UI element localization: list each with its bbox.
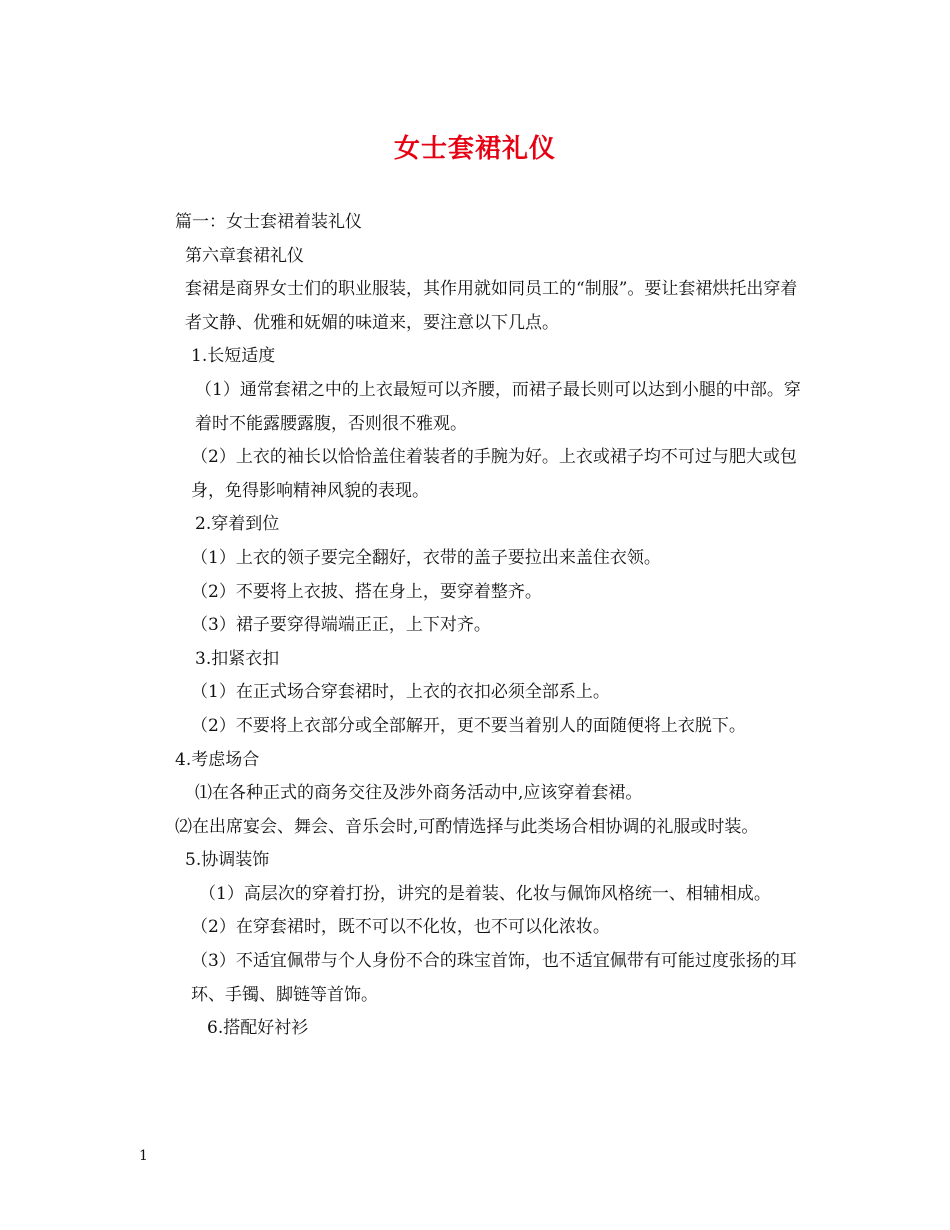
document-title: 女士套裙礼仪 bbox=[393, 134, 556, 164]
item-heading: 5.协调装饰 bbox=[185, 850, 270, 871]
item-paragraph: （1）上衣的领子要完全翻好，衣带的盖子要拉出来盖住衣领。 bbox=[191, 547, 661, 568]
item-heading: 3.扣紧衣扣 bbox=[195, 648, 280, 669]
item-paragraph: （2）不要将上衣部分或全部解开，更不要当着别人的面随便将上衣脱下。 bbox=[191, 715, 746, 736]
item-paragraph: （2）在穿套裙时，既不可以不化妆，也不可以化浓妆。 bbox=[191, 917, 610, 938]
item-heading: 2.穿着到位 bbox=[195, 514, 280, 535]
item-paragraph: （2）上衣的袖长以恰恰盖住着装者的手腕为好。上衣或裙子均不可过与肥大或包身，免得影响精神风貌的表现。 bbox=[191, 447, 797, 501]
item-heading: 6.搭配好衬衫 bbox=[207, 1018, 309, 1039]
chapter-heading: 第六章套裙礼仪 bbox=[185, 245, 304, 266]
intro-paragraph: 套裙是商界女士们的职业服装，其作用就如同员工的“制服”。要让套裙烘托出穿着者文静、优雅和妩媚的味道来，要注意以下几点。 bbox=[185, 279, 798, 333]
page-number: 1 bbox=[139, 1148, 148, 1164]
document-body bbox=[139, 206, 814, 1046]
item-paragraph: （3）裙子要穿得端端正正，上下对齐。 bbox=[191, 615, 491, 636]
item-paragraph: （1）通常套裙之中的上衣最短可以齐腰，而裙子最长则可以达到小腿的中部。穿着时不能露腰露腹，否则很不雅观。 bbox=[195, 379, 801, 434]
item-paragraph: （2）不要将上衣披、搭在身上，要穿着整齐。 bbox=[191, 581, 542, 602]
item-paragraph: （1）在正式场合穿套裙时，上衣的衣扣必须全部系上。 bbox=[191, 682, 610, 703]
item-paragraph: ⑴在各种正式的商务交往及涉外商务活动中,应该穿着套裙。 bbox=[195, 783, 643, 804]
item-heading: 4.考虑场合 bbox=[175, 749, 260, 770]
item-paragraph: （1）高层次的穿着打扮，讲究的是着装、化妆与佩饰风格统一、相辅相成。 bbox=[199, 883, 771, 904]
item-heading: 1.长短适度 bbox=[191, 346, 276, 367]
item-paragraph: （3）不适宜佩带与个人身份不合的珠宝首饰，也不适宜佩带有可能过度张扬的耳环、手镯、脚链等首饰。 bbox=[191, 951, 797, 1005]
item-paragraph: ⑵在出席宴会、舞会、音乐会时,可酌情选择与此类场合相协调的礼服或时装。 bbox=[175, 816, 759, 837]
section-heading: 篇一：女士套裙着装礼仪 bbox=[175, 212, 362, 232]
